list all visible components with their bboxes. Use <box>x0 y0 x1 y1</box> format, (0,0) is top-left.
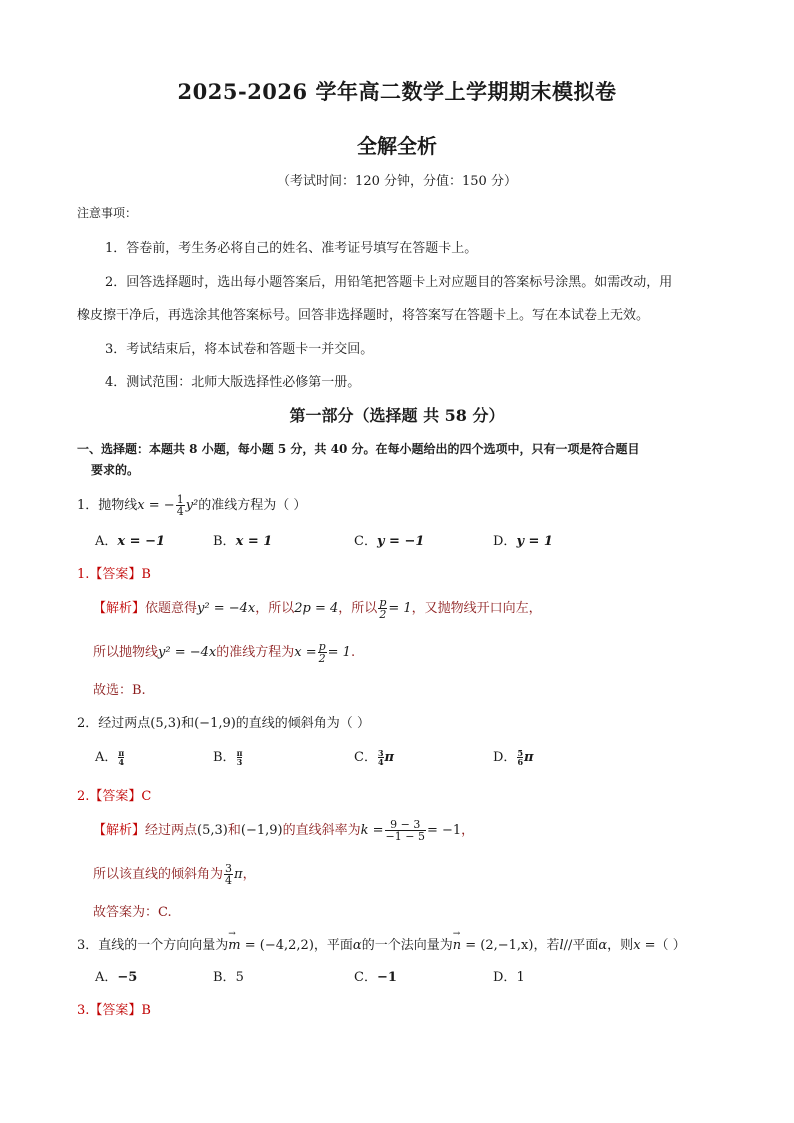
denominator: 6 <box>517 757 524 767</box>
denominator: 4 <box>225 874 233 887</box>
option-value: x = −1 <box>117 534 166 549</box>
analysis-2-line1 <box>93 819 474 842</box>
exam-title: 2025-2026 学年高二数学上学期期末模拟卷 <box>177 79 617 104</box>
numerator: 3 <box>377 748 384 758</box>
question-number: 1． <box>77 498 99 513</box>
equation: x = <box>294 645 317 660</box>
option-suffix: π <box>384 750 395 765</box>
stem-text: ，则 <box>607 938 634 953</box>
numerator: p <box>379 596 387 609</box>
conclusion-1: 故选：B. <box>93 683 146 698</box>
point: (5,3) <box>197 823 228 838</box>
numerator: π <box>118 748 125 758</box>
alpha: α <box>598 938 608 953</box>
option-value: y = −1 <box>376 534 425 549</box>
numerator: 3 <box>225 862 233 875</box>
fraction <box>385 819 426 842</box>
question-3-stem <box>77 934 686 953</box>
notice-item-2: 2．回答选择题时，选出每小题答案后，用铅笔把答题卡上对应题目的答案标号涂黑。如需改动，用 <box>105 275 673 290</box>
equation: = −1 <box>426 823 462 838</box>
option-d <box>493 746 534 766</box>
equation: 2p = 4 <box>294 601 339 616</box>
option-a <box>95 966 137 985</box>
equation: k = <box>360 823 384 838</box>
option-c <box>354 746 394 766</box>
fraction <box>224 863 233 886</box>
stem-text: ，平面 <box>313 938 353 953</box>
denominator: 4 <box>176 505 184 518</box>
analysis-text: ， <box>461 823 475 838</box>
stem-text: 抛物线 <box>98 498 138 513</box>
notice-item-2-cont: 橡皮擦干净后，再选涂其他答案标号。回答非选择题时，将答案写在答题卡上。写在本试卷上无效。 <box>77 308 650 323</box>
stem-text: 直线的一个方向向量为 <box>98 938 229 953</box>
option-b <box>213 966 244 985</box>
equation-rhs: y² <box>185 498 199 513</box>
analysis-text: 所以抛物线 <box>93 645 159 660</box>
analysis-text: ，所以 <box>338 601 378 616</box>
section-instruction-2: 要求的。 <box>91 463 140 477</box>
variable-x: x <box>633 938 641 953</box>
analysis-text: . <box>350 645 356 660</box>
analysis-label: 【解析】 <box>93 823 146 838</box>
numerator: p <box>318 640 326 653</box>
section-title: 第一部分（选择题 共 58 分） <box>289 406 505 425</box>
notice-item-1: 1．答卷前，考生务必将自己的姓名、准考证号填写在答题卡上。 <box>105 241 478 256</box>
denominator: 2 <box>318 652 326 665</box>
analysis-text: 和 <box>227 823 241 838</box>
option-label: C． <box>354 750 377 765</box>
exam-subtitle: 全解全析 <box>357 134 437 158</box>
numerator: π <box>236 748 243 758</box>
analysis-1-line1 <box>93 597 542 620</box>
vector-n: → n <box>453 938 461 953</box>
option-value: x = 1 <box>235 534 273 549</box>
vector-value: = (2,−1,x) <box>461 938 534 953</box>
option-label: B． <box>213 534 236 549</box>
fraction <box>378 597 387 620</box>
fraction <box>237 749 243 766</box>
denominator: 3 <box>236 757 243 767</box>
option-label: C． <box>354 970 377 985</box>
denominator: 2 <box>379 608 387 621</box>
option-d <box>493 966 525 985</box>
analysis-text: 的准线方程为 <box>216 645 295 660</box>
answer-1: 1.【答案】B <box>77 567 151 582</box>
option-label: B． <box>213 750 236 765</box>
section-instruction-1: 一、选择题：本题共 8 小题，每小题 5 分，共 40 分。在每小题给出的四个选项中，只有一项是符合题目 <box>77 442 640 456</box>
option-label: A． <box>95 750 118 765</box>
analysis-text: 所以该直线的倾斜角为 <box>93 867 224 882</box>
analysis-text: ，所以 <box>255 601 295 616</box>
fraction <box>118 749 124 766</box>
vector-value: = (−4,2,2) <box>240 938 314 953</box>
option-value: 1 <box>516 970 525 985</box>
fraction <box>378 749 384 766</box>
option-a <box>95 746 125 766</box>
exam-info: （考试时间：120 分钟，分值：150 分） <box>277 174 517 189</box>
point: (−1,9) <box>240 823 283 838</box>
question-number: 2． <box>77 716 99 731</box>
analysis-text: 依题意得 <box>145 601 198 616</box>
option-a <box>95 530 165 549</box>
denominator: −1 − 5 <box>385 830 425 843</box>
stem-text: 的一个法向量为 <box>361 938 453 953</box>
question-2-stem <box>77 712 370 731</box>
option-value: −1 <box>376 970 397 985</box>
denominator: 4 <box>377 757 384 767</box>
stem-text: 的准线方程为（ ） <box>198 498 307 513</box>
notice-item-4: 4．测试范围：北师大版选择性必修第一册。 <box>105 375 361 390</box>
notice-heading: 注意事项： <box>77 206 138 220</box>
equation: = 1 <box>388 601 412 616</box>
equation-lhs: x = − <box>137 498 175 513</box>
stem-text: //平面 <box>563 938 599 953</box>
notice-item-3: 3．考试结束后，将本试卷和答题卡一并交回。 <box>105 342 374 357</box>
option-value: −5 <box>117 970 138 985</box>
line-l: l <box>559 938 564 953</box>
stem-text: =（ ） <box>640 938 686 953</box>
fraction <box>318 641 327 664</box>
analysis-1-line2 <box>93 641 355 664</box>
analysis-text: ，又抛物线开口向左， <box>411 601 542 616</box>
option-value: 5 <box>235 970 244 985</box>
question-1-stem <box>77 494 306 517</box>
analysis-2-line2 <box>93 863 256 886</box>
option-c <box>354 966 397 985</box>
option-label: D． <box>493 970 517 985</box>
equation: y² = −4x <box>197 601 256 616</box>
option-value: y = 1 <box>516 534 553 549</box>
numerator: 9 − 3 <box>385 819 426 831</box>
alpha: α <box>352 938 362 953</box>
conclusion-2: 故答案为：C. <box>93 905 172 920</box>
question-number: 3． <box>77 938 99 953</box>
option-b <box>213 530 272 549</box>
numerator: 1 <box>176 493 184 506</box>
option-label: D． <box>493 750 517 765</box>
fraction <box>176 494 185 517</box>
option-c <box>354 530 424 549</box>
stem-text: 经过两点(5,3)和(−1,9)的直线的倾斜角为（ ） <box>98 716 370 731</box>
option-label: B． <box>213 970 236 985</box>
option-b <box>213 746 243 766</box>
pi: π <box>234 867 243 882</box>
analysis-label: 【解析】 <box>93 601 146 616</box>
equation: y² = −4x <box>158 645 217 660</box>
option-label: D． <box>493 534 517 549</box>
denominator: 4 <box>118 757 125 767</box>
equation: = 1 <box>327 645 351 660</box>
analysis-text: 的直线斜率为 <box>282 823 361 838</box>
option-label: C． <box>354 534 377 549</box>
vector-m: → m <box>228 938 240 953</box>
stem-text: ，若 <box>533 938 560 953</box>
answer-3: 3.【答案】B <box>77 1003 151 1018</box>
analysis-text: 经过两点 <box>145 823 198 838</box>
option-d <box>493 530 553 549</box>
fraction <box>517 749 523 766</box>
option-label: A． <box>95 970 118 985</box>
numerator: 5 <box>517 748 524 758</box>
option-label: A． <box>95 534 118 549</box>
answer-2: 2.【答案】C <box>77 789 152 804</box>
option-suffix: π <box>524 750 534 765</box>
analysis-text: ， <box>242 867 256 882</box>
